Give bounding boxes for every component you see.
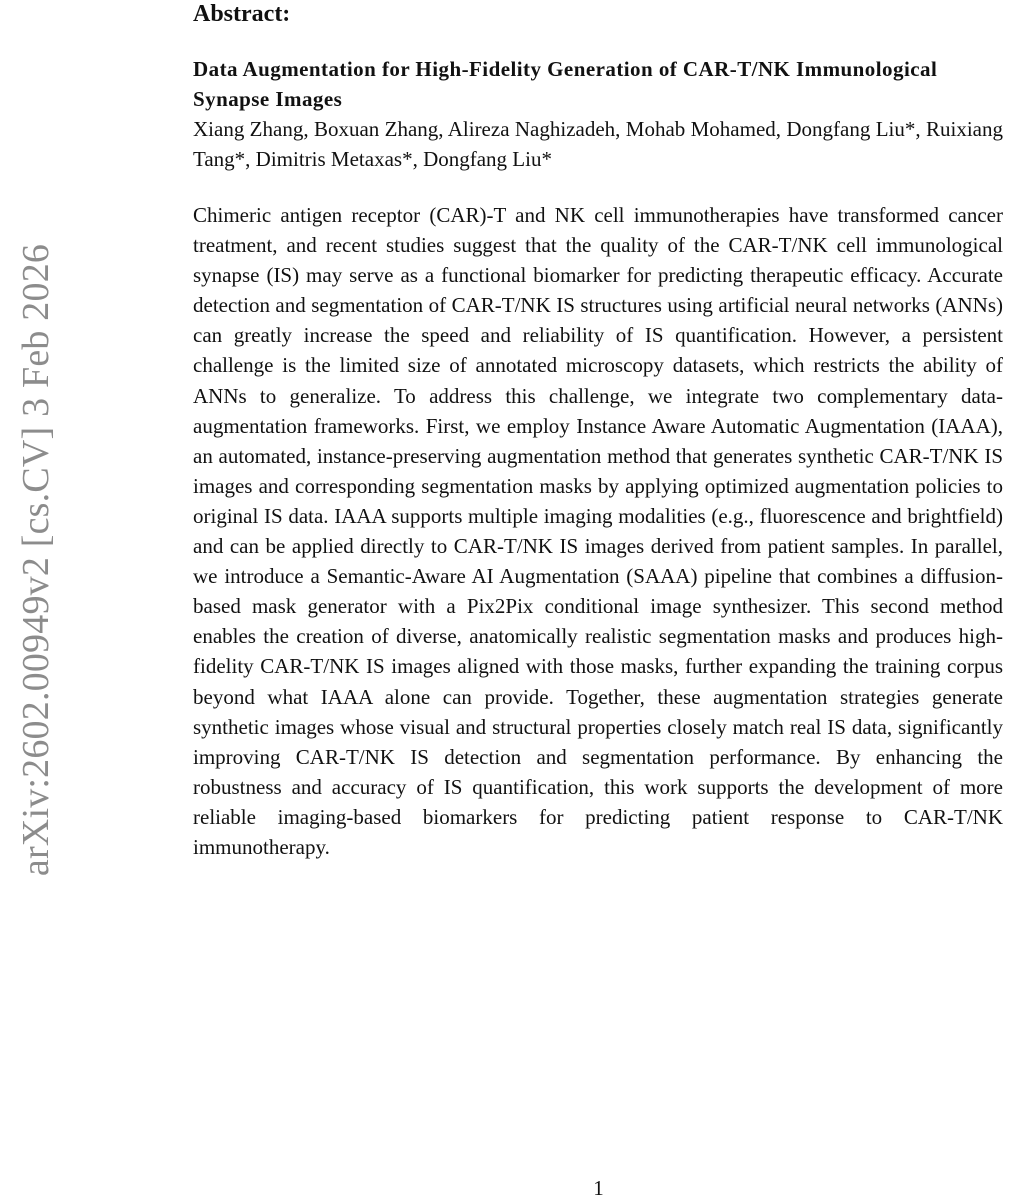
arxiv-identifier: arXiv:2602.00949v2 [cs.CV] 3 Feb 2026 [15, 243, 57, 877]
abstract-section [193, 0, 1003, 862]
page-number: 1 [593, 1176, 604, 1200]
paper-title: Data Augmentation for High-Fidelity Generation of CAR-T/NK Immunological Synapse Images [193, 57, 938, 111]
section-heading: Abstract: [193, 1, 291, 27]
arxiv-sidebar [0, 0, 60, 1197]
abstract-text: Chimeric antigen receptor (CAR)-T and NK cell immunotherapies have transformed cancer treatment, and recent studies suggest that the quality of the CAR-T/NK cell immunological synapse (IS) may serve as a functional biomarker for predicting therapeutic efficacy. Accurate detection and segmentation of CAR-T/NK IS structures using artificial neural networks (ANNs) can greatly increase the speed and reliability of IS quantification. However, a persistent challenge is the limited size of annotated microscopy datasets, which restricts the ability of ANNs to generalize. To address this challenge, we integrate two complementary data-augmentation frameworks. First, we employ Instance Aware Automatic Augmentation (IAAA), an automated, instance-preserving augmentation method that generates synthetic CAR-T/NK IS images and corresponding segmentation masks by applying optimized augmentation policies to original IS data. IAAA supports multiple imaging modalities (e.g., fluorescence and brightfield) and can be applied directly to CAR-T/NK IS images derived from patient samples. In parallel, we introduce a Semantic-Aware AI Augmentation (SAAA) pipeline that combines a diffusion-based mask generator with a Pix2Pix conditional image synthesizer. This second method enables the creation of diverse, anatomically realistic segmentation masks and produces high-fidelity CAR-T/NK IS images aligned with those masks, further expanding the training corpus beyond what IAAA alone can provide. Together, these augmentation strategies generate synthetic images whose visual and structural properties closely match real IS data, significantly improving CAR-T/NK IS detection and segmentation performance. By enhancing the robustness and accuracy of IS quantification, this work supports the development of more reliable imaging-based biomarkers for predicting patient response to CAR-T/NK immunotherapy. [193, 203, 1003, 859]
author-list: Xiang Zhang, Boxuan Zhang, Alireza Naghizadeh, Mohab Mohamed, Dongfang Liu*, Ruixiang Tang*, Dimitris Metaxas*, Dongfang Liu* [193, 117, 1003, 171]
